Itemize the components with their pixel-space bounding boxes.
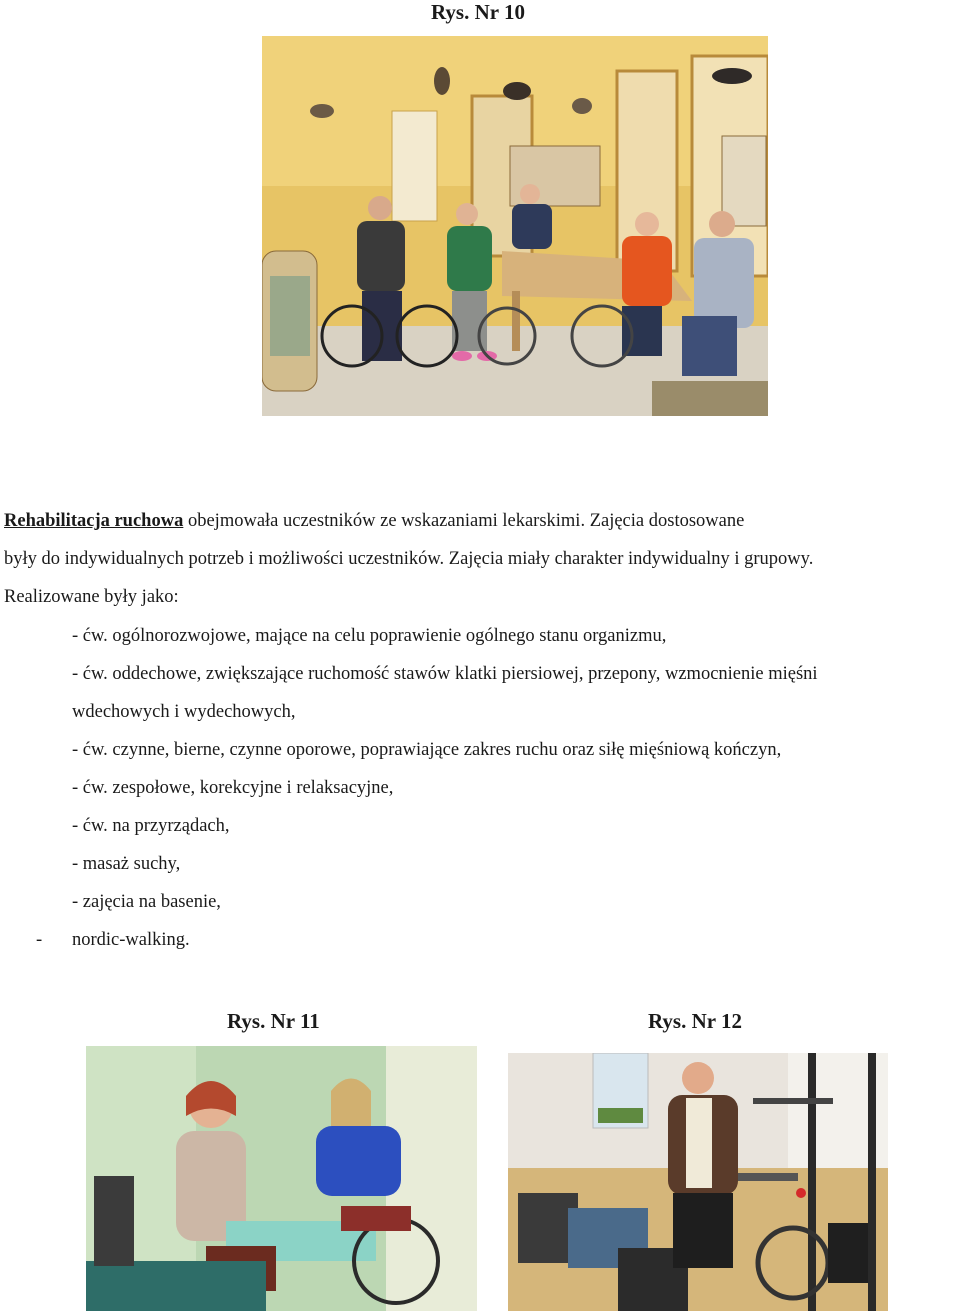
list-item-8-bullet: - xyxy=(36,930,43,950)
list-item-7: - zajęcia na basenie, xyxy=(72,892,221,912)
paragraph-line-1-rest: obejmowała uczestników ze wskazaniami lekarskimi. Zajęcia dostosowane xyxy=(183,511,745,531)
list-item-2a: - ćw. oddechowe, zwiększające ruchomość stawów klatki piersiowej, przepony, wzmocnienie mięśni xyxy=(72,664,818,684)
list-item-3: - ćw. czynne, bierne, czynne oporowe, poprawiające zakres ruchu oraz siłę mięśniową kończyn, xyxy=(72,740,782,760)
photo-gym-equipment xyxy=(508,1053,888,1311)
list-item-6: - masaż suchy, xyxy=(72,854,181,874)
lead-term: Rehabilitacja ruchowa xyxy=(4,511,184,531)
paragraph-line-3: Realizowane były jako: xyxy=(4,587,179,607)
list-item-4: - ćw. zespołowe, korekcyjne i relaksacyjne, xyxy=(72,778,394,798)
list-item-2b: wdechowych i wydechowych, xyxy=(72,702,296,722)
photo-massage-session xyxy=(86,1046,477,1311)
list-item-1: - ćw. ogólnorozwojowe, mające na celu poprawienie ogólnego stanu organizmu, xyxy=(72,626,667,646)
photo-group-room xyxy=(262,36,768,416)
list-item-8: nordic-walking. xyxy=(72,930,190,950)
paragraph-line-1 xyxy=(4,502,744,540)
figure-11-caption: Rys. Nr 11 xyxy=(227,1009,320,1033)
figure-12-caption: Rys. Nr 12 xyxy=(648,1009,742,1033)
list-item-5: - ćw. na przyrządach, xyxy=(72,816,230,836)
paragraph-line-2: były do indywidualnych potrzeb i możliwości uczestników. Zajęcia miały charakter indywidualny i grupowy. xyxy=(4,549,814,569)
figure-10-caption: Rys. Nr 10 xyxy=(431,0,525,24)
